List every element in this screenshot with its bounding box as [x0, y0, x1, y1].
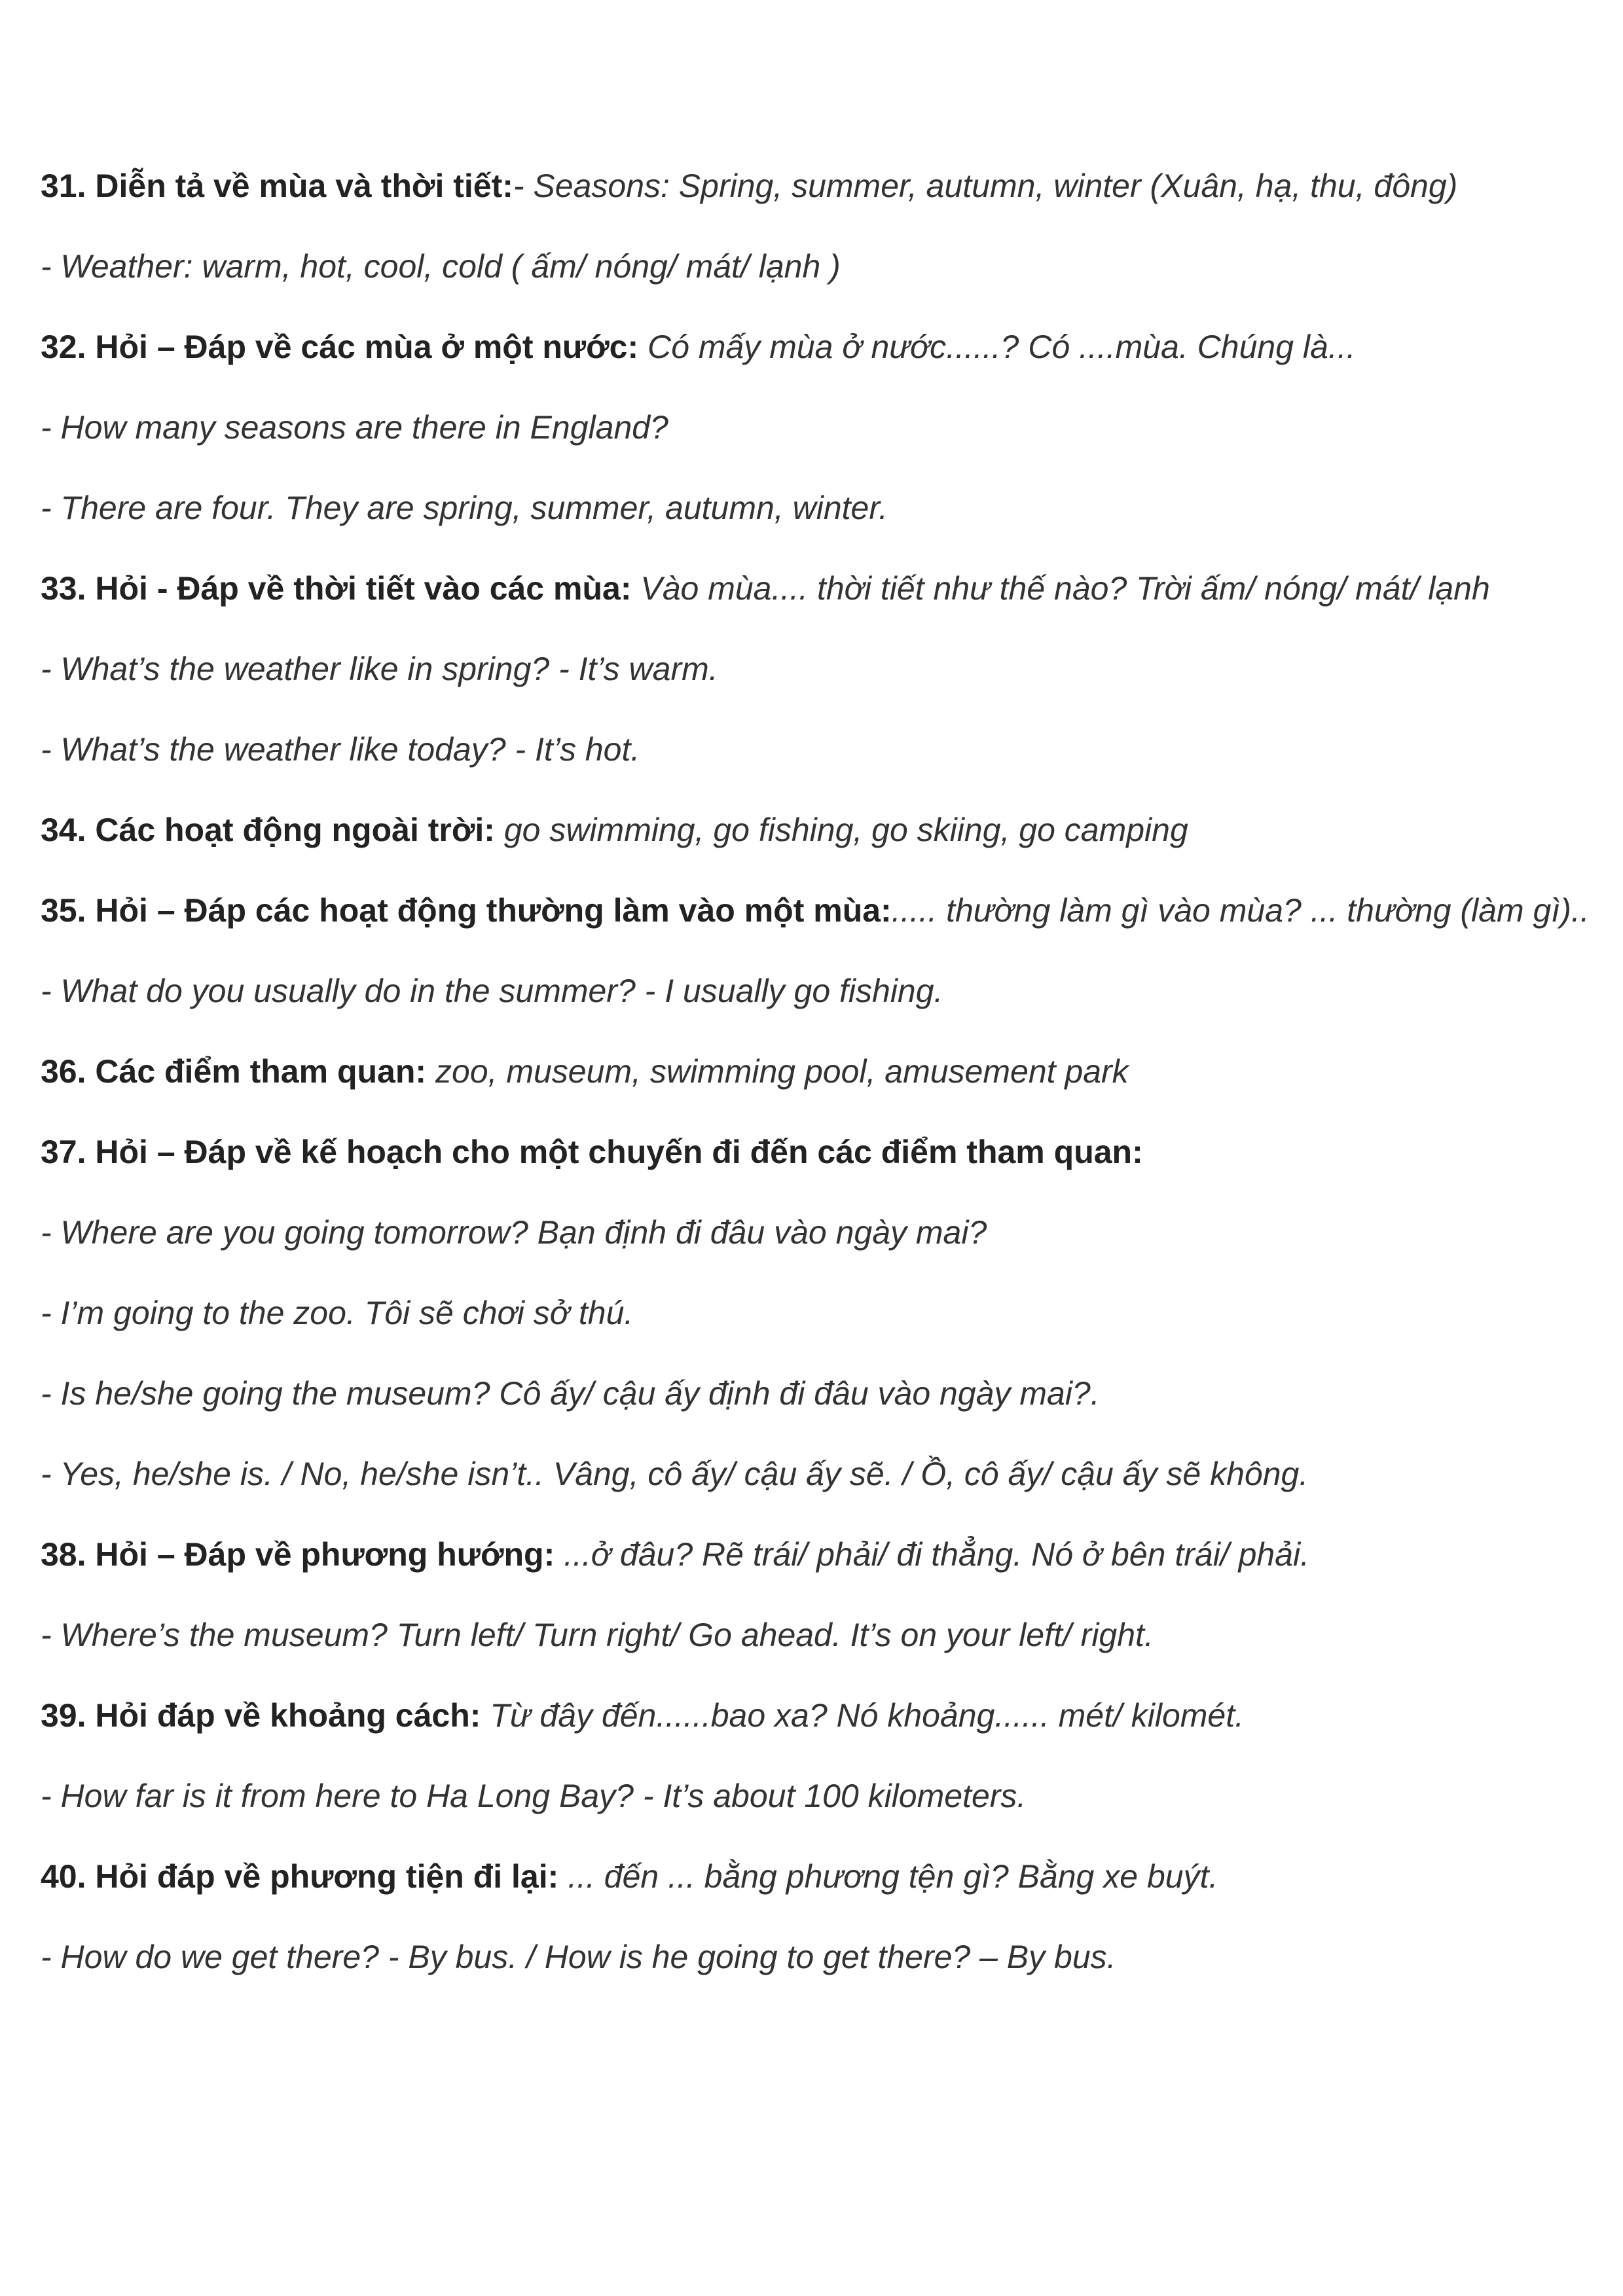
weather-vocab-line [41, 238, 1605, 295]
example-text: - What do you usually do in the summer? - I usually go fishing. [41, 973, 943, 1009]
example-weather-today [41, 721, 1605, 778]
section-40-text: ... đến ... bằng phương tện gì? Bằng xe buýt. [558, 1858, 1218, 1895]
section-36-line [41, 1043, 1605, 1100]
example-text: - What’s the weather like today? - It’s hot. [41, 731, 640, 768]
section-35-line [41, 882, 1605, 939]
section-33-heading: 33. Hỏi - Đáp về thời tiết vào các mùa: [41, 570, 632, 607]
example-text: - Yes, he/she is. / No, he/she isn’t.. Vâng, cô ấy/ cậu ấy sẽ. / Ồ, cô ấy/ cậu ấy sẽ không. [41, 1456, 1309, 1492]
section-40-line [41, 1848, 1605, 1905]
section-31-heading: 31. Diễn tả về mùa và thời tiết: [41, 168, 513, 204]
section-34-text: go swimming, go fishing, go skiing, go camping [494, 812, 1188, 848]
example-transport [41, 1928, 1605, 1986]
example-seasons-answer [41, 479, 1605, 537]
section-35-text: ..... thường làm gì vào mùa? ... thường (làm gì).. [891, 892, 1590, 929]
section-39-heading: 39. Hỏi đáp về khoảng cách: [41, 1697, 481, 1734]
section-37-line [41, 1123, 1605, 1181]
example-yes-no-answer [41, 1445, 1605, 1503]
example-seasons-question [41, 399, 1605, 456]
example-text: - I’m going to the zoo. Tôi sẽ chơi sở thú. [41, 1295, 634, 1331]
section-36-text: zoo, museum, swimming pool, amusement park [426, 1053, 1129, 1090]
example-text: - Where’s the museum? Turn left/ Turn right/ Go ahead. It’s on your left/ right. [41, 1617, 1154, 1653]
section-32-line [41, 318, 1605, 376]
example-text: - What’s the weather like in spring? - It’s warm. [41, 651, 718, 687]
example-going-museum [41, 1365, 1605, 1422]
example-text: - How many seasons are there in England? [41, 409, 668, 446]
section-32-text: Có mấy mùa ở nước......? Có ....mùa. Chúng là... [638, 329, 1356, 365]
section-31-line [41, 157, 1605, 215]
section-33-line [41, 560, 1605, 617]
section-36-heading: 36. Các điểm tham quan: [41, 1053, 427, 1090]
example-text: - How far is it from here to Ha Long Bay? - It’s about 100 kilometers. [41, 1778, 1027, 1814]
section-39-text: Từ đây đến......bao xa? Nó khoảng...... mét/ kilomét. [481, 1697, 1245, 1734]
section-33-text: Vào mùa.... thời tiết như thế nào? Trời ấm/ nóng/ mát/ lạnh [631, 570, 1490, 607]
section-38-text: ...ở đâu? Rẽ trái/ phải/ đi thẳng. Nó ở bên trái/ phải. [555, 1536, 1310, 1573]
section-38-heading: 38. Hỏi – Đáp về phương hướng: [41, 1536, 555, 1573]
document-page [41, 157, 1605, 2009]
example-distance [41, 1767, 1605, 1825]
example-text: - There are four. They are spring, summer, autumn, winter. [41, 490, 888, 526]
section-35-heading: 35. Hỏi – Đáp các hoạt động thường làm vào một mùa: [41, 892, 892, 929]
weather-vocab-text: - Weather: warm, hot, cool, cold ( ấm/ nóng/ mát/ lạnh ) [41, 248, 841, 285]
section-38-line [41, 1526, 1605, 1583]
example-text: - Where are you going tomorrow? Bạn định đi đâu vào ngày mai? [41, 1214, 987, 1251]
section-40-heading: 40. Hỏi đáp về phương tiện đi lại: [41, 1858, 559, 1895]
example-where-going [41, 1204, 1605, 1261]
section-34-line [41, 801, 1605, 859]
section-31-text: - Seasons: Spring, summer, autumn, winter (Xuân, hạ, thu, đông) [513, 168, 1458, 204]
example-weather-spring [41, 640, 1605, 698]
section-32-heading: 32. Hỏi – Đáp về các mùa ở một nước: [41, 329, 639, 365]
section-37-heading: 37. Hỏi – Đáp về kế hoạch cho một chuyến đi đến các điểm tham quan: [41, 1134, 1143, 1170]
example-text: - How do we get there? - By bus. / How is he going to get there? – By bus. [41, 1939, 1116, 1975]
example-summer-activity [41, 962, 1605, 1020]
example-text: - Is he/she going the museum? Cô ấy/ cậu ấy định đi đâu vào ngày mai?. [41, 1375, 1100, 1412]
section-34-heading: 34. Các hoạt động ngoài trời: [41, 812, 495, 848]
example-directions [41, 1606, 1605, 1664]
example-going-zoo [41, 1284, 1605, 1342]
section-39-line [41, 1687, 1605, 1744]
